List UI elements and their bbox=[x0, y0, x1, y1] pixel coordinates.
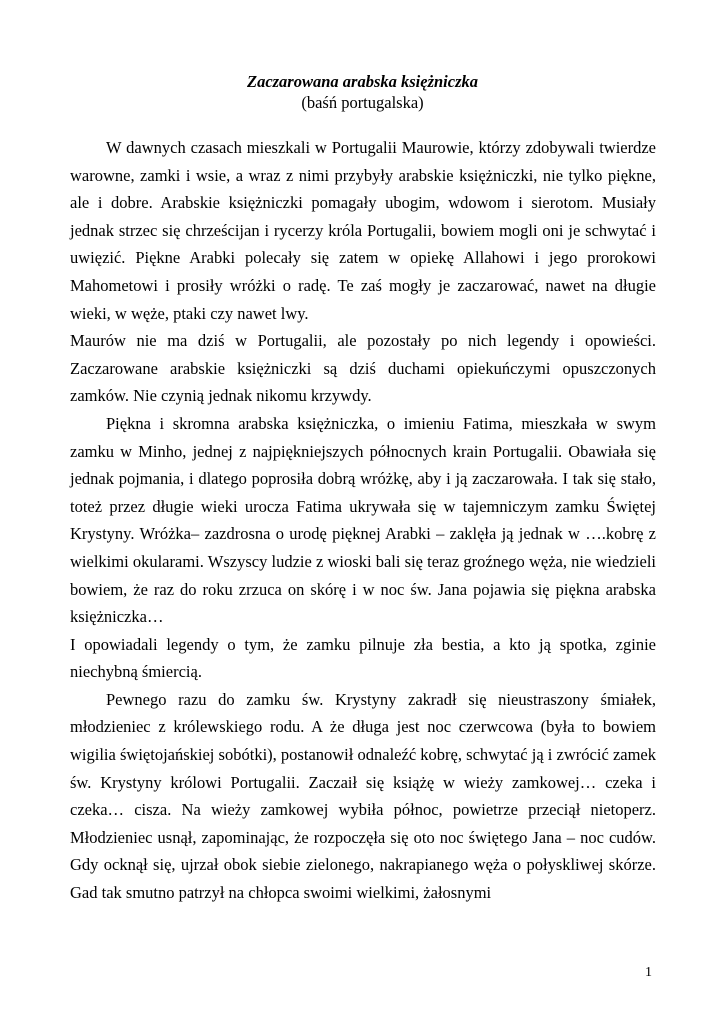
document-title: Zaczarowana arabska księżniczka bbox=[246, 72, 479, 91]
document-subtitle: (baśń portugalska) bbox=[301, 93, 424, 112]
page-number: 1 bbox=[645, 965, 652, 980]
paragraph-1: W dawnych czasach mieszkali w Portugalii Maurowie, którzy zdobywali twierdze warowne, zamki i wsie, a wraz z nimi przybyły arabskie księżniczki, nie tylko piękne, ale i dobre. Arabskie księżniczki pomagały ubogim, wdowom i sierotom. Musiały jednak strzec się chrześcijan i rycerzy króla Portugalii, bowiem mogli oni je schwytać i uwięzić. Piękne Arabki polecały się zatem w opiekę Allahowi i jego prorokowi Mahometowi i prosiły wróżki o radę. Te zaś mogły je zaczarować, nawet na długie wieki, w węże, ptaki czy nawet lwy. bbox=[70, 138, 656, 323]
body-text bbox=[70, 134, 656, 907]
paragraph-5: Pewnego razu do zamku św. Krystyny zakradł się nieustraszony śmiałek, młodzieniec z królewskiego rodu. A że długa jest noc czerwcowa (była to bowiem wigilia świętojańskiej sobótki), postanowił odnaleźć kobrę, schwytać ją i zwrócić zamek św. Krystyny królowi Portugalii. Zaczaił się książę w wieży zamkowej… czeka i czeka… cisza. Na wieży zamkowej wybiła północ, powietrze przeciął nietoperz. Młodzieniec usnął, zapominając, że rozpoczęła się oto noc świętego Jana – noc cudów. Gdy ocknął się, ujrzał obok siebie zielonego, nakrapianego węża o połyskliwej skórze. Gad tak smutno patrzył na chłopca swoimi wielkimi, żałosnymi bbox=[70, 689, 656, 903]
paragraph-2: Maurów nie ma dziś w Portugalii, ale pozostały po nich legendy i opowieści. Zaczarowane arabskie księżniczki są dziś duchami opiekuńczymi opuszczonych zamków. Nie czynią jednak nikomu krzywdy. bbox=[70, 331, 656, 406]
paragraph-4: I opowiadali legendy o tym, że zamku pilnuje zła bestia, a kto ją spotka, zginie niechybną śmiercią. bbox=[70, 634, 656, 682]
title-block bbox=[0, 71, 725, 113]
paragraph-3: Piękna i skromna arabska księżniczka, o imieniu Fatima, mieszkała w swym zamku w Minho, jednej z najpiękniejszych północnych krain Portugalii. Obawiała się jednak pojmania, i dlatego poprosiła dobrą wróżkę, aby i ją zaczarowała. I tak się stało, toteż przez długie wieki urocza Fatima ukrywała się w tajemniczym zamku Świętej Krystyny. Wróżka– zazdrosna o urodę pięknej Arabki – zaklęła ją jednak w ….kobrę z wielkimi okularami. Wszyscy ludzie z wioski bali się teraz groźnego węża, nie wiedzieli bowiem, że raz do roku zrzuca on skórę i w noc św. Jana pojawia się piękna arabska księżniczka… bbox=[70, 413, 656, 627]
